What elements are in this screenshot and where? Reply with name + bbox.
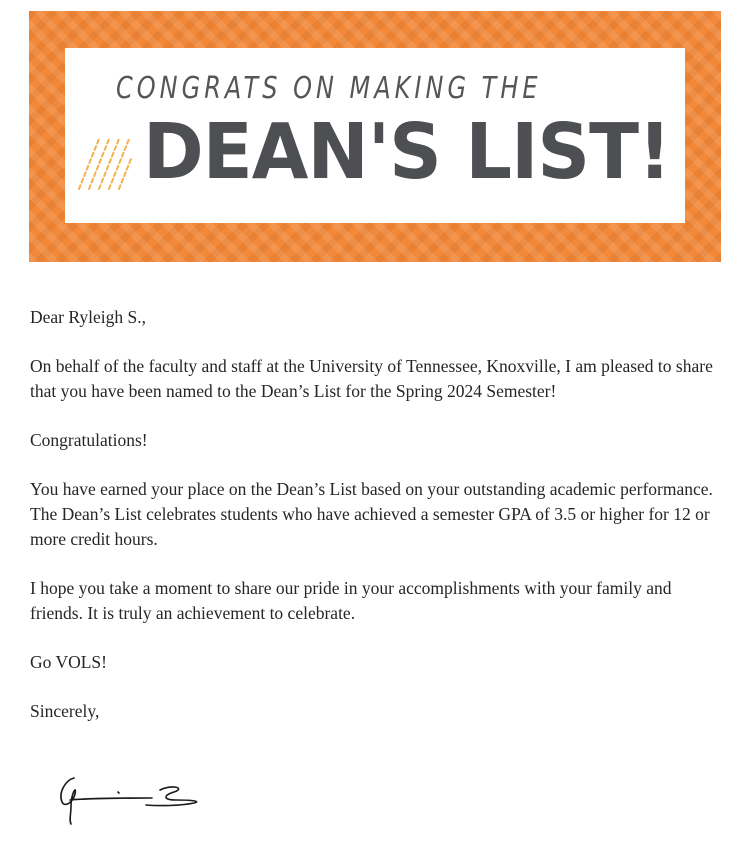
paragraph-gpa-criteria: You have earned your place on the Dean’s List based on your outstanding academic performance. The Dean’s List celebrates students who have achieved a semester GPA of 3.5 or higher for 12 or more credit hours. bbox=[30, 479, 713, 549]
deans-list-banner bbox=[29, 11, 721, 262]
salutation: Dear Ryleigh S., bbox=[30, 307, 146, 327]
paragraph-congratulations: Congratulations! bbox=[30, 430, 148, 450]
banner-title: DEAN'S LIST! bbox=[143, 108, 671, 197]
closing: Sincerely, bbox=[30, 701, 100, 721]
banner-tagline: CONGRATS ON MAKING THE bbox=[116, 71, 542, 106]
letter-body bbox=[30, 305, 720, 748]
signature-icon bbox=[54, 770, 214, 830]
paragraph-go-vols: Go VOLS! bbox=[30, 652, 107, 672]
paragraph-share-pride: I hope you take a moment to share our pride in your accomplishments with your family and friends. It is truly an achievement to celebrate. bbox=[30, 578, 672, 623]
paragraph-announcement: On behalf of the faculty and staff at the University of Tennessee, Knoxville, I am pleased to share that you have been named to the Dean’s List for the Spring 2024 Semester! bbox=[30, 356, 713, 401]
banner-panel bbox=[65, 48, 685, 223]
hatch-accent-icon bbox=[69, 135, 133, 191]
